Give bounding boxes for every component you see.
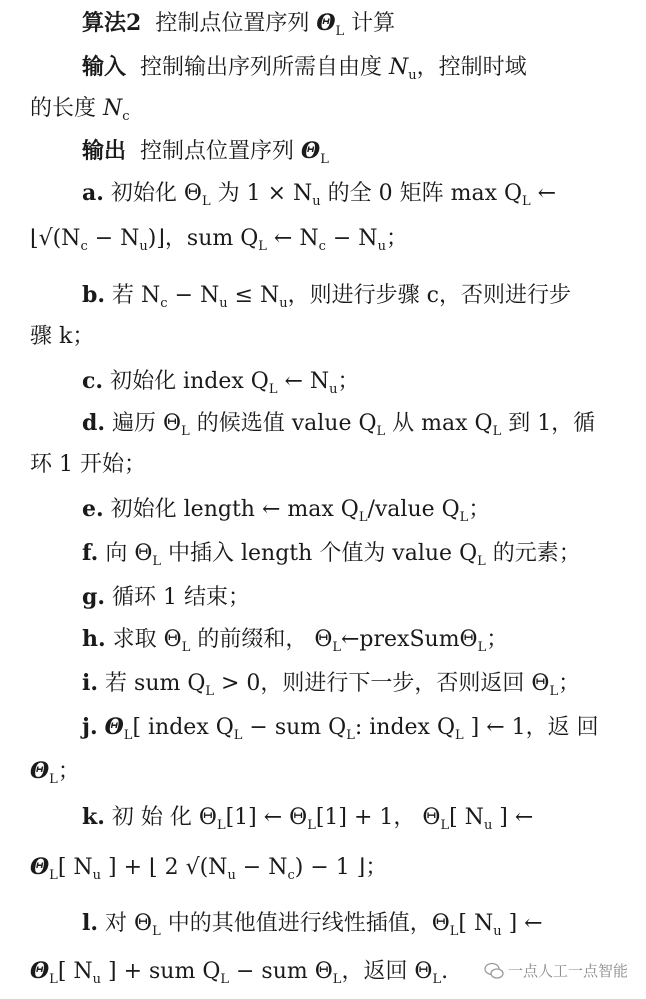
step-d-2: 环 1 开始； — [30, 452, 146, 477]
wechat-icon — [484, 961, 504, 981]
step-f: f. 向 $\Theta_L$ 中插入 length 个值为 value $Q_L$ 的元素； — [82, 540, 581, 569]
input-line: 输入 控制输出序列所需自由度 $N_u$，控制时域 — [82, 54, 527, 83]
step-a-2: $⌊√(N_c$ − $N_u)⌋$，sum $Q_L$ ← $N_c - N_u$； — [30, 226, 408, 254]
input-line-2: 的长度 $N_c$ — [30, 96, 130, 124]
watermark: 一点人工一点智能 — [484, 960, 628, 981]
step-b: b. 若 $N_c - N_u \le N_u$，则进行步骤 c，否则进行步 — [82, 282, 571, 311]
step-c: c. 初始化 index $Q_L$ ← $N_u$； — [82, 368, 360, 397]
step-j: j. $\Theta_L$[ index $Q_L$ − sum $Q_L$: index $Q_L$ ] ← 1，返 回 — [82, 714, 599, 743]
step-j-2: $\Theta_L$； — [30, 758, 80, 787]
step-k-2: $\Theta_L$[ $N_u$ ] + ⌊ 2 $√(N_u - N_c) - 1$ ⌋； — [30, 854, 388, 883]
output-line: 输出 控制点位置序列 $\Theta_L$ — [82, 138, 329, 167]
step-h: h. 求取 $\Theta_L$ 的前缀和， $\Theta_L\leftarrow prexSum\Theta_L$； — [82, 626, 509, 655]
step-l-2: $\Theta_L$[ $N_u$ ] + sum $Q_L$ − sum $\Theta_L$，返回 $\Theta_L$. — [30, 958, 449, 987]
step-d: d. 遍历 $\Theta_L$ 的候选值 value $Q_L$ 从 $\max Q_L$ 到 1，循 — [82, 410, 596, 439]
step-b-2: 骤 k； — [30, 324, 95, 349]
step-g: g. 循环 1 结束； — [82, 584, 251, 610]
step-i: i. 若 sum $Q_L > 0$，则进行下一步，否则返回 $\Theta_L$； — [82, 670, 581, 699]
step-a: a. 初始化 $\Theta_L$ 为 $1 \times N_u$ 的全 0 矩阵 $\max Q_L$ ← — [82, 180, 557, 209]
algorithm-title: 算法2 控制点位置序列 $\Theta_L$ 计算 — [82, 10, 396, 39]
step-k: k. 初 始 化 $\Theta_L[1]$ ← $\Theta_L[1] + 1$， $\Theta_L$[ $N_u$ ] ← — [82, 804, 534, 833]
step-e: e. 初始化 length ← $\max Q_L$/value $Q_L$； — [82, 496, 491, 525]
step-l: l. 对 $\Theta_L$ 中的其他值进行线性插值，$\Theta_L$[ $N_u$ ] ← — [82, 910, 543, 939]
